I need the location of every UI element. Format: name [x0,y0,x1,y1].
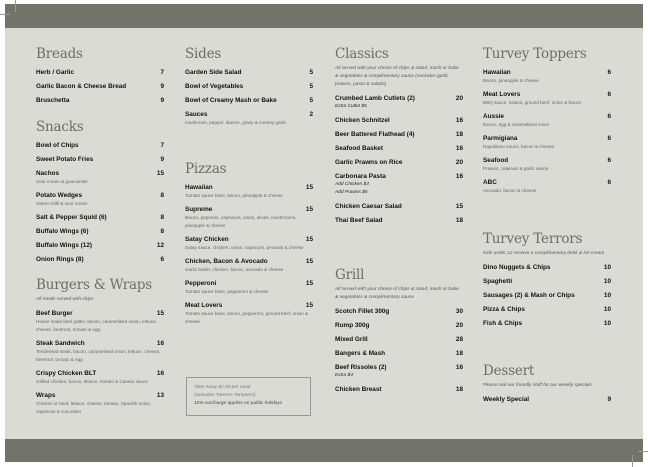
item-extra: Add Chicken $4 [335,182,369,187]
item-price: 18 [455,350,463,357]
menu-item-row [335,349,463,358]
menu-item-row [335,385,463,394]
menu-item [335,216,463,225]
item-extra: Extra $4 [335,373,353,378]
menu-item-row [483,263,611,272]
menu-item-row [483,319,611,328]
menu-item-row [483,112,611,121]
item-description: Grilled chicken, bacon, lettuce, tomato & Caesar sauce [36,379,148,384]
item-price: 15 [305,302,313,309]
item-price: 16 [455,364,463,371]
item-name: Potato Wedges [36,192,83,199]
item-name: Chicken Schnitzel [335,117,390,124]
menu-item [483,395,611,404]
item-name: Seafood [483,157,509,164]
menu-item [483,90,611,107]
item-price: 15 [156,310,164,317]
menu-item [483,305,611,314]
item-name: Spaghetti [483,278,513,285]
menu-item [36,241,164,250]
item-name: Beef Rissoles (2) [335,364,387,371]
item-name: Parmigiana [483,135,518,142]
menu-item-row [36,241,164,250]
section-pizzas [185,160,313,331]
menu-item [36,82,164,91]
item-name: Onion Rings (8) [36,256,84,263]
menu-item [335,116,463,125]
item-description: Satay sauce, chicken, onion, capsicum, peanuts & cheese [185,245,304,250]
menu-item [335,144,463,153]
menu-item-row [36,68,164,77]
item-name: Dino Nuggets & Chips [483,264,551,271]
menu-item [335,158,463,167]
crop-mark [15,0,16,12]
item-price: 18 [455,217,463,224]
menu-item [483,156,611,173]
menu-item [335,94,463,111]
menu-item [185,301,313,326]
item-price: 6 [607,91,611,98]
menu-item-row [335,158,463,167]
menu-item [335,130,463,139]
section-note: All meals served with chips [36,297,94,302]
item-name: Sausages (2) & Mash or Chips [483,292,575,299]
item-price: 28 [455,336,463,343]
item-name: Sauces [185,111,208,118]
menu-item-row [185,205,313,214]
menu-item-row [335,130,463,139]
item-name: Garlic Prawns on Rice [335,159,403,166]
item-price: 13 [156,392,164,399]
item-price: 16 [156,370,164,377]
item-price: 6 [607,179,611,186]
item-price: 8 [160,214,164,221]
section-snacks [36,118,164,269]
item-price: 20 [455,95,463,102]
section-heading: Grill [335,267,365,283]
item-price: 10 [603,278,611,285]
menu-item-row [185,279,313,288]
section-note: All served with your choice of chips & salad, mash or bake & vegetables & complimentary sauce (excludes garlic prawns, pasta & salads) [335,66,459,87]
menu-item [185,257,313,274]
menu-item-row [185,257,313,266]
item-name: Pepperoni [185,280,217,287]
item-name: Mixed Grill [335,336,368,343]
menu-item-row [335,216,463,225]
section-heading: Turvey Toppers [483,46,587,62]
item-price: 15 [305,184,313,191]
menu-item [335,335,463,344]
item-name: Seafood Basket [335,145,383,152]
item-price: 15 [305,280,313,287]
menu-item [335,172,463,197]
item-name: Bowl of Creamy Mash or Bake [185,97,277,104]
menu-item [483,134,611,151]
menu-item-row [335,94,463,103]
menu-item-row [335,307,463,316]
menu-item-row [483,291,611,300]
item-description: Tomato sauce base, bacon, pepperoni, ground beef, onion & cheese [185,311,309,324]
menu-item [335,385,463,394]
menu-item [483,263,611,272]
menu-item-row [335,335,463,344]
item-description: BBQ sauce, salami, ground beef, onion & bacon [483,100,582,105]
menu-item [36,255,164,264]
item-price: 9 [160,156,164,163]
menu-item [185,96,313,105]
item-name: Hawaiian [483,69,511,76]
menu-item [36,141,164,150]
menu-item-row [36,191,164,200]
item-name: Sweet Potato Fries [36,156,94,163]
menu-item-row [36,169,164,178]
menu-item [335,363,463,380]
menu-item-row [483,305,611,314]
menu-item [36,339,164,364]
item-name: Meat Lovers [483,91,521,98]
menu-item [185,110,313,127]
item-price: 6 [160,256,164,263]
item-name: Salt & Pepper Squid (6) [36,214,107,221]
menu-item [483,68,611,85]
menu-item [36,96,164,105]
section-grill [335,266,463,399]
section-note: All served with your choice of chips & salad, mash or bake & vegetables & complimentary sauce [335,287,459,300]
menu-item-row [185,68,313,77]
item-description: Avocado, bacon & cheese [483,188,537,193]
menu-item-row [36,213,164,222]
item-price: 20 [455,159,463,166]
menu-item-row [36,369,164,378]
item-name: Crispy Chicken BLT [36,370,97,377]
menu-item-row [185,82,313,91]
item-name: Nachos [36,170,60,177]
item-price: 6 [607,113,611,120]
menu-item-row [483,134,611,143]
notice-line-3: 10% surcharge applies on public holidays [194,401,283,406]
menu-item-row [36,255,164,264]
item-description: House made beef pattie, bacon, caramelised onion, lettuce, cheese, beetroot, tomato & egg [36,319,158,332]
menu-item-row [36,141,164,150]
item-price: 10 [603,306,611,313]
notice-line-1: Take Away $2.50 per meal [194,385,251,390]
section-heading: Snacks [36,119,84,135]
menu-item [36,169,164,186]
menu-item-row [483,395,611,404]
menu-item-row [335,202,463,211]
menu-page [5,4,643,462]
item-price: 16 [455,117,463,124]
bottom-band [5,439,643,462]
menu-item-row [185,235,313,244]
item-price: 16 [156,340,164,347]
crop-mark [638,451,648,452]
item-price: 20 [455,322,463,329]
item-price: 30 [455,308,463,315]
section-heading: Burgers & Wraps [36,277,153,293]
section-heading: Turvey Terrors [483,231,583,247]
item-price: 5 [309,83,313,90]
item-price: 6 [607,157,611,164]
menu-item [335,321,463,330]
menu-item [36,369,164,386]
item-name: Fish & Chips [483,320,523,327]
menu-item-row [185,183,313,192]
item-name: Buffalo Wings (12) [36,242,93,249]
section-heading: Pizzas [185,161,227,177]
item-price: 7 [160,69,164,76]
item-name: Wraps [36,392,56,399]
item-description: Prawns, calamari & garlic sauce [483,166,549,171]
crop-mark [632,455,633,467]
menu-item [185,205,313,230]
section-burgers [36,276,164,421]
item-name: Carbonara Pasta [335,173,386,180]
menu-item [36,191,164,208]
item-name: Herb / Garlic [36,69,75,76]
item-name: Aussie [483,113,504,120]
item-price: 9 [160,97,164,104]
menu-item-row [185,96,313,105]
item-name: Thai Beef Salad [335,217,383,224]
menu-item [36,213,164,222]
menu-item-row [483,178,611,187]
item-description: Bacon, egg & caramelised onion [483,122,550,127]
item-price: 15 [156,170,164,177]
item-price: 18 [455,131,463,138]
item-name: Buffalo Wings (6) [36,228,89,235]
item-description: Tomato sauce base, pepperoni & cheese [185,289,269,294]
section-heading: Breads [36,46,83,62]
menu-item [185,183,313,200]
menu-item-row [36,82,164,91]
menu-item [335,349,463,358]
item-name: Satay Chicken [185,236,229,243]
item-name: Rump 300g [335,322,370,329]
item-price: 5 [309,69,313,76]
section-breads [36,45,164,110]
crop-mark [0,14,10,15]
item-extra: Extra Cutlet $5 [335,104,367,109]
item-name: Pizza & Chips [483,306,525,313]
takeaway-notice [186,377,311,416]
menu-item [185,82,313,91]
section-heading: Classics [335,46,389,62]
item-description: mushroom, pepper, dianne, gravy & creamy garlic [185,120,287,125]
item-price: 7 [160,142,164,149]
menu-item-row [483,277,611,286]
item-price: 15 [305,236,313,243]
item-price: 9 [160,83,164,90]
item-name: Beef Burger [36,310,73,317]
item-description: Tenderised steak, bacon, caramelised onion, lettuce, cheese, beetroot, tomato & egg [36,349,161,362]
item-price: 15 [305,206,313,213]
menu-item-row [36,96,164,105]
item-description: Garlic butter, chicken, bacon, avocado & cheese [185,267,284,272]
section-sides [185,45,313,132]
item-price: 18 [455,386,463,393]
menu-item [483,112,611,129]
menu-item [185,235,313,252]
item-price: 8 [160,228,164,235]
section-classics [335,45,463,230]
item-price: 16 [455,173,463,180]
item-description: Tomato sauce base, bacon, pineapple & cheese [185,193,283,198]
item-name: Bangers & Mash [335,350,386,357]
menu-item-row [483,90,611,99]
item-price: 10 [603,264,611,271]
item-name: Chicken Caesar Salad [335,203,402,210]
item-name: Steak Sandwich [36,340,85,347]
menu-item [36,68,164,77]
item-name: Garlic Bacon & Cheese Bread [36,83,127,90]
item-name: Scotch Fillet 300g [335,308,390,315]
item-name: Hawaiian [185,184,213,191]
item-price: 2 [309,111,313,118]
item-price: 5 [309,97,313,104]
item-price: 9 [607,396,611,403]
item-description: Napolitano sauce, bacon & cheese [483,144,554,149]
item-name: ABC [483,179,497,186]
menu-item-row [335,321,463,330]
item-name: Weekly Special [483,396,530,403]
item-name: Crumbed Lamb Cutlets (2) [335,95,415,102]
menu-item [335,307,463,316]
item-price: 8 [160,192,164,199]
menu-item [483,291,611,300]
menu-item [36,155,164,164]
item-price: 6 [607,69,611,76]
menu-item-row [36,227,164,236]
section-note: Please ask our friendly staff for our weekly specials [483,383,592,388]
menu-item [185,68,313,77]
item-description: Bacon, pineapple & cheese [483,78,539,83]
menu-item-row [335,144,463,153]
section-heading: Dessert [483,363,535,379]
menu-item-row [185,301,313,310]
menu-item [36,227,164,236]
item-description: Sweet chilli & sour cream [36,201,88,206]
menu-item-row [36,309,164,318]
section-note: Kids under 12 receive a complimentary drink & ice cream [483,251,605,256]
menu-item [483,319,611,328]
menu-item [335,202,463,211]
menu-item [185,279,313,296]
item-extra: Add Prawns $5 [335,190,368,195]
menu-item-row [335,172,463,181]
item-price: 10 [603,320,611,327]
menu-item [36,309,164,334]
section-toppers [483,45,611,200]
item-price: 6 [607,135,611,142]
item-name: Garden Side Salad [185,69,242,76]
item-price: 15 [455,203,463,210]
item-price: 10 [603,292,611,299]
notice-line-2: (excludes Taverns Tempters) [194,393,256,398]
item-name: Bowl of Vegetables [185,83,244,90]
item-name: Bruschetta [36,97,70,104]
item-name: Supreme [185,206,213,213]
section-heading: Sides [185,46,222,62]
menu-item [483,178,611,195]
menu-item-row [36,391,164,400]
item-name: Bowl of Chips [36,142,79,149]
item-price: 15 [305,258,313,265]
menu-item-row [185,110,313,119]
item-description: Chicken or beef, lettuce, cheese, tomato, Spanish onion, capsicum & cucumber [36,401,152,414]
item-name: Chicken, Bacon & Avocado [185,258,268,265]
section-terrors [483,230,611,333]
item-price: 16 [455,145,463,152]
menu-item [36,391,164,416]
item-name: Chicken Breast [335,386,382,393]
item-price: 12 [156,242,164,249]
item-name: Beer Battered Flathead (4) [335,131,415,138]
top-band [5,4,643,28]
menu-item [483,277,611,286]
menu-item-row [335,363,463,372]
menu-item-row [483,156,611,165]
item-description: Sour cream & guacamole [36,179,88,184]
item-name: Meat Lovers [185,302,223,309]
menu-item-row [36,155,164,164]
section-dessert [483,362,611,409]
menu-item-row [36,339,164,348]
menu-item-row [335,116,463,125]
item-description: Bacon, peperoni, capsicum, onion, olives, mushrooms, pineapple & cheese [185,215,297,228]
menu-item-row [483,68,611,77]
